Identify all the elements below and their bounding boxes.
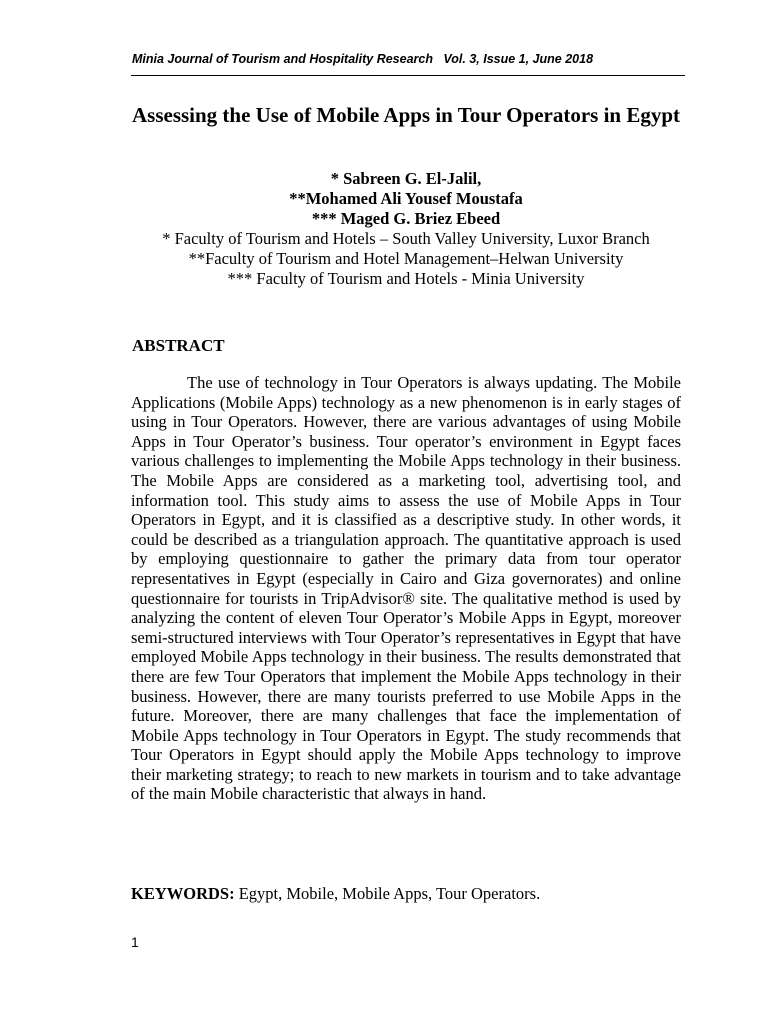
author-block [131, 169, 681, 289]
abstract-heading: ABSTRACT [132, 336, 225, 355]
author-affiliation: * Faculty of Tourism and Hotels – South Valley University, Luxor Branch [162, 229, 650, 248]
author-name: * Sabreen G. El-Jalil, [330, 169, 482, 188]
page-number: 1 [131, 934, 139, 950]
author-affiliation: *** Faculty of Tourism and Hotels - Minia University [227, 269, 585, 288]
keywords-text: Egypt, Mobile, Mobile Apps, Tour Operators. [234, 884, 541, 903]
paper-title: Assessing the Use of Mobile Apps in Tour Operators in Egypt [131, 103, 681, 127]
header-divider [131, 75, 685, 76]
keywords-label: KEYWORDS: [131, 884, 235, 903]
author-affiliation: **Faculty of Tourism and Hotel Management–Helwan University [188, 249, 624, 268]
keywords-line [131, 884, 681, 904]
abstract-body: The use of technology in Tour Operators is always updating. The Mobile Applications (Mobile Apps) technology as a new phenomenon is in early stages of using in Tour Operators. However, there are various advantages of using Mobile Apps in Tour Operator’s business. Tour operator’s environment in Egypt faces various challenges to implementing the Mobile Apps technology in their business. The Mobile Apps are considered as a marketing tool, advertising tool, and information tool. This study aims to assess the use of Mobile Apps in Tour Operators in Egypt, and it is classified as a descriptive study. In other words, it could be described as a triangulation approach. The quantitative approach is used by employing questionnaire to gather the primary data from tour operator representatives in Egypt (especially in Cairo and Giza governorates) and online questionnaire for tourists in TripAdvisor® site. The qualitative method is used by analyzing the content of eleven Tour Operator’s Mobile Apps in Egypt, moreover semi-structured interviews with Tour Operator’s representatives in Egypt that have employed Mobile Apps technology in their business. The results demonstrated that there are few Tour Operators that implement the Mobile Apps technology in their business. However, there are many tourists preferred to use Mobile Apps in the future. Moreover, there are many challenges that face the implementation of Mobile Apps technology in Tour Operators in Egypt. The study recommends that Tour Operators in Egypt should apply the Mobile Apps technology to improve their marketing strategy; to reach to new markets in tourism and to take advantage of the main Mobile characteristic that always in hand. [131, 373, 681, 804]
author-name: **Mohamed Ali Yousef Moustafa [289, 189, 523, 208]
author-name: *** Maged G. Briez Ebeed [311, 209, 501, 228]
journal-running-header: Minia Journal of Tourism and Hospitality Research Vol. 3, Issue 1, June 2018 [132, 52, 594, 66]
